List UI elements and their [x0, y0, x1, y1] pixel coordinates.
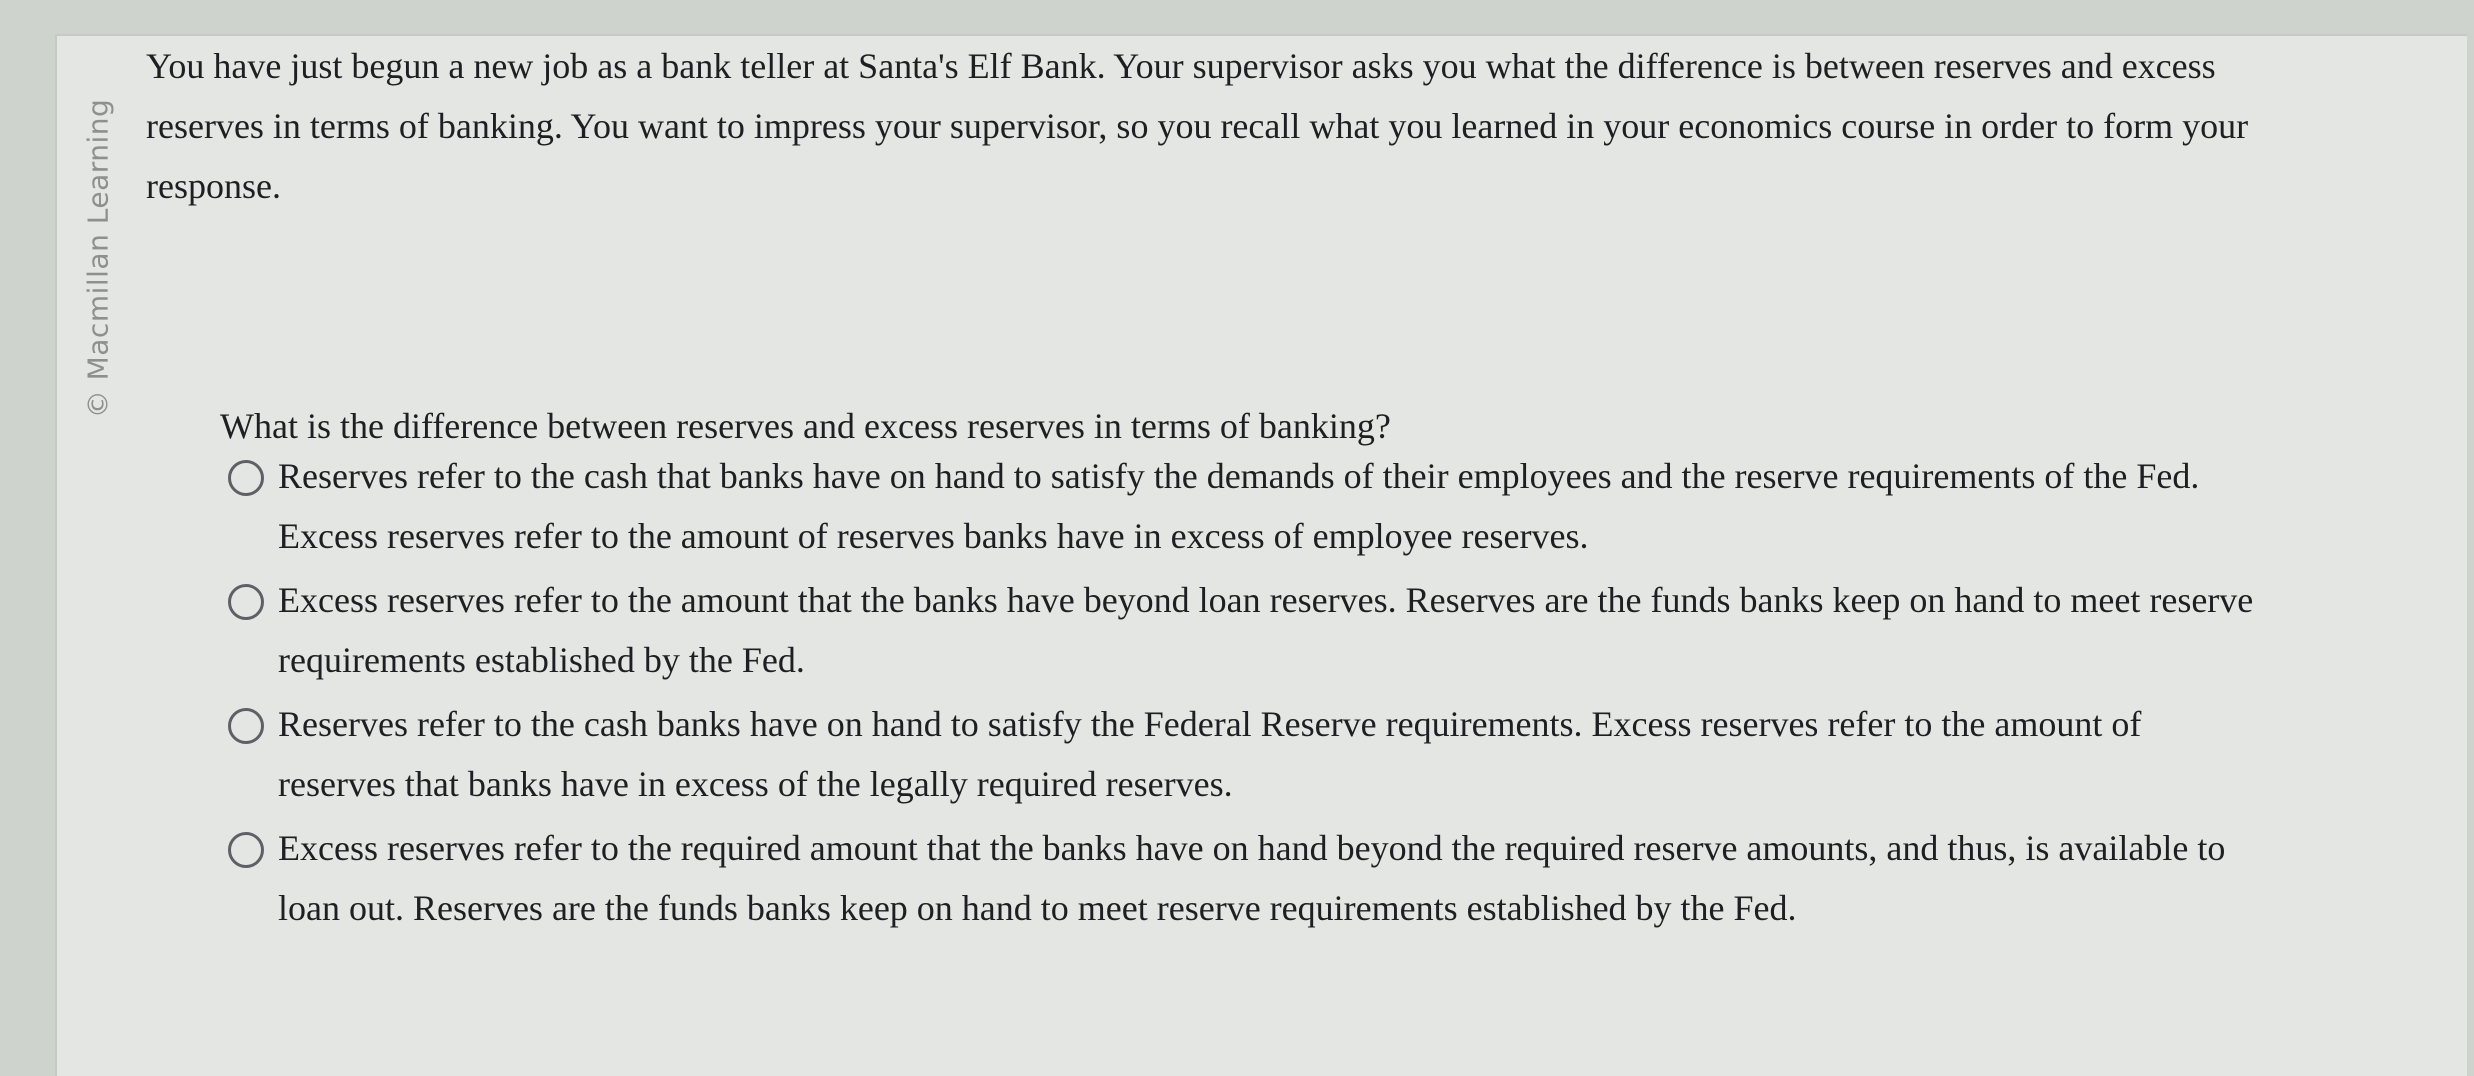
radio-button-icon[interactable] [228, 832, 264, 868]
answer-option-3[interactable] [228, 694, 2268, 814]
radio-button-icon[interactable] [228, 708, 264, 744]
answer-option-4[interactable] [228, 818, 2268, 938]
watermark-text: © Macmillan Learning [81, 98, 115, 418]
question-intro: You have just begun a new job as a bank teller at Santa's Elf Bank. Your supervisor asks you what the difference is between reserves and excess reserves in terms of banking. You want to impress your supervisor, so you recall what you learned in your economics course in order to form your response. [146, 46, 2249, 206]
answer-option-1[interactable] [228, 446, 2268, 566]
answer-option-label[interactable]: Reserves refer to the cash that banks have on hand to satisfy the demands of their employees and the reserve requirements of the Fed. Excess reserves refer to the amount of reserves banks have in excess of employee reserves. [278, 456, 2200, 556]
answer-option-label[interactable]: Excess reserves refer to the amount that the banks have beyond loan reserves. Reserves are the funds banks keep on hand to meet reserve requirements established by the Fed. [278, 580, 2254, 680]
question-prompt: What is the difference between reserves and excess reserves in terms of banking? [220, 406, 1391, 446]
answer-option-2[interactable] [228, 570, 2268, 690]
radio-button-icon[interactable] [228, 584, 264, 620]
answer-options [228, 446, 2268, 942]
answer-option-label[interactable]: Excess reserves refer to the required amount that the banks have on hand beyond the required reserve amounts, and thus, is available to loan out. Reserves are the funds banks keep on hand to meet reserve requirements established by the Fed. [278, 828, 2226, 928]
answer-option-label[interactable]: Reserves refer to the cash banks have on hand to satisfy the Federal Reserve requirements. Excess reserves refer to the amount of reserves that banks have in excess of the legally required reserves. [278, 704, 2142, 804]
copyright-watermark [80, 78, 116, 438]
radio-button-icon[interactable] [228, 460, 264, 496]
